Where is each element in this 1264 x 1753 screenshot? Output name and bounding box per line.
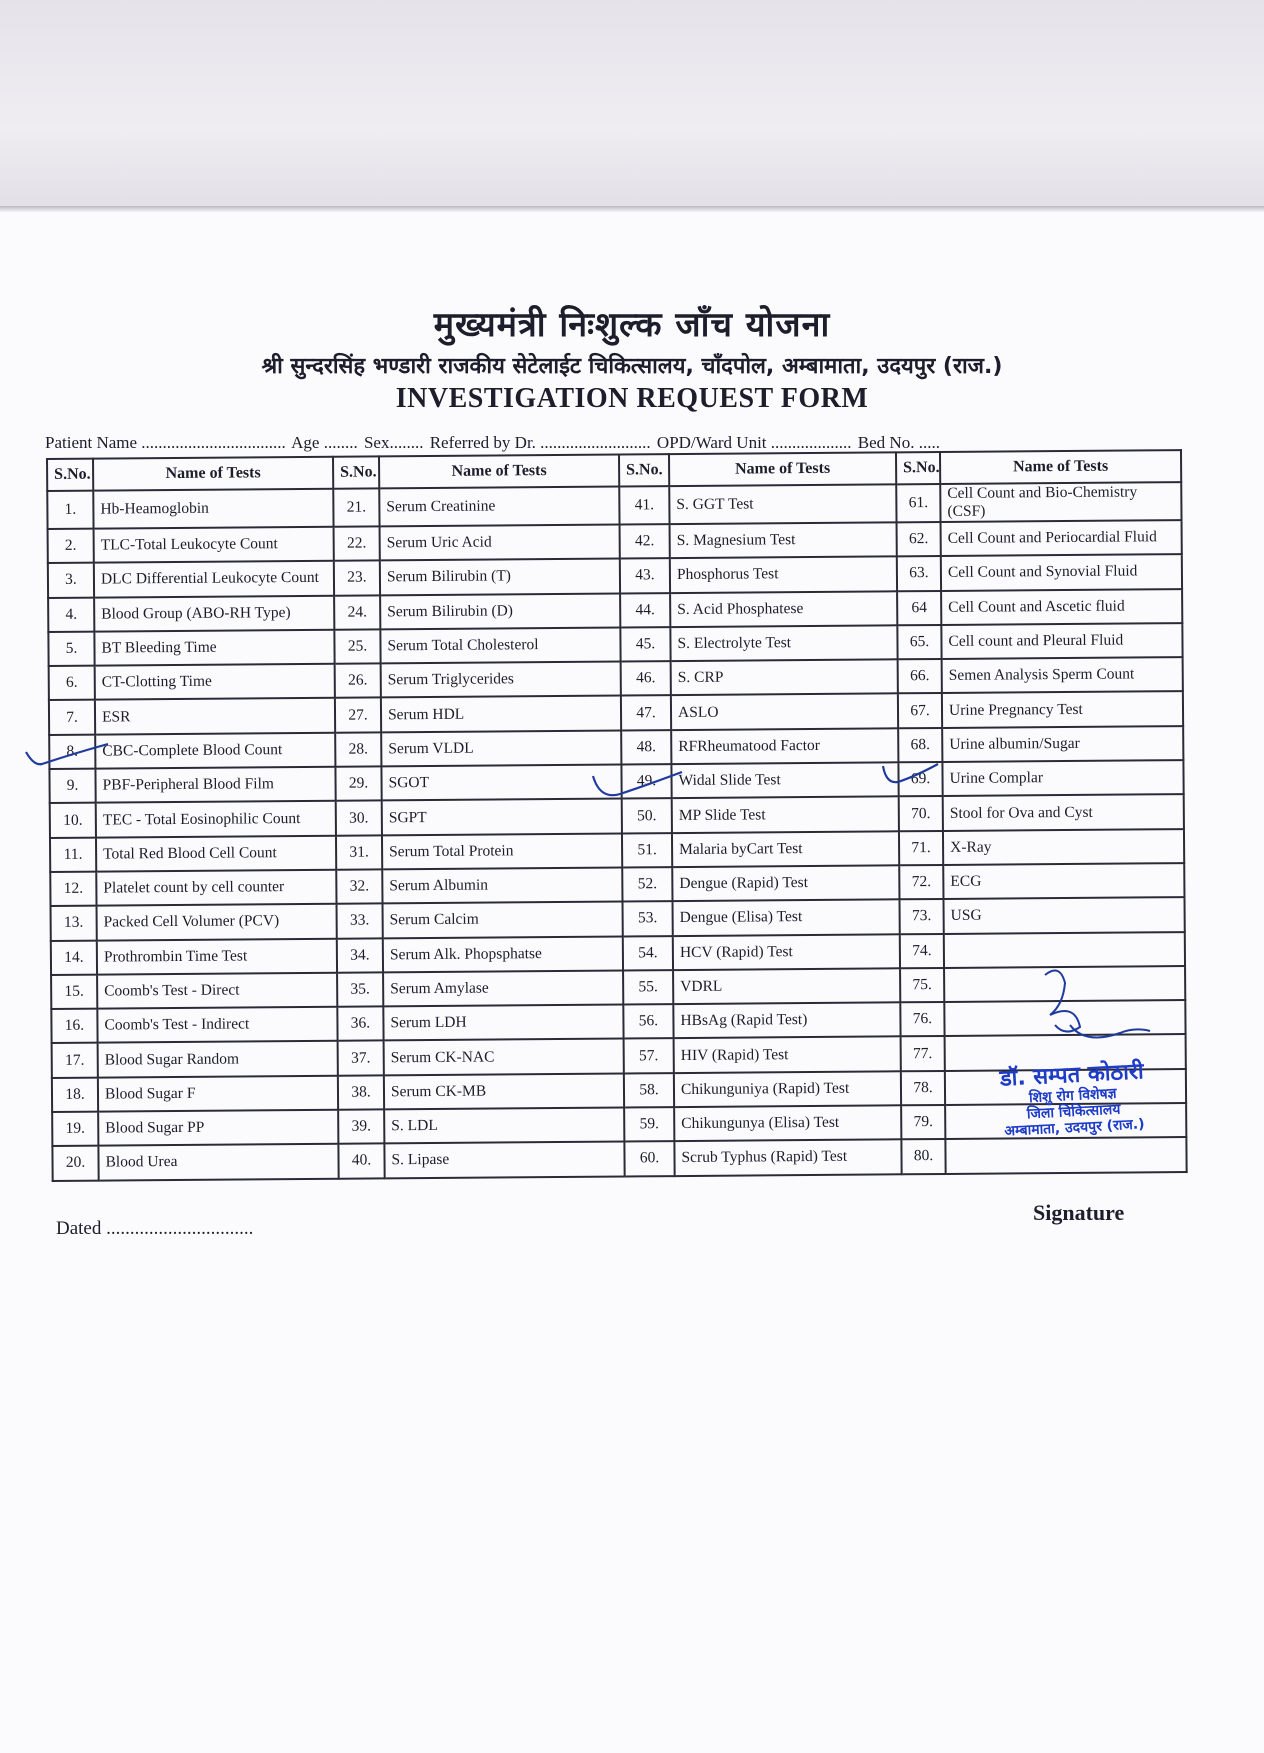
test-name-cell[interactable]: [945, 1137, 1186, 1173]
test-serial-number: 53.: [623, 901, 673, 936]
test-serial-number: 8.: [49, 734, 95, 769]
test-serial-number: 35.: [337, 972, 383, 1007]
test-name-cell[interactable]: Serum Triglycerides: [381, 662, 621, 698]
test-name-cell[interactable]: RFRheumatood Factor: [671, 728, 898, 764]
test-serial-number: 7.: [49, 700, 95, 735]
test-name-cell[interactable]: Cell count and Pleural Fluid: [941, 623, 1182, 659]
test-serial-number: 52.: [622, 867, 672, 902]
test-serial-number: 6.: [49, 666, 95, 701]
test-serial-number: 57.: [624, 1039, 674, 1074]
test-serial-number: 78.: [901, 1071, 945, 1106]
test-name-cell[interactable]: Dengue (Rapid) Test: [672, 865, 899, 901]
test-name-cell[interactable]: DLC Differential Leukocyte Count: [94, 561, 334, 597]
referred-by-field[interactable]: Referred by Dr. ..........................: [429, 433, 651, 452]
test-serial-number: 80.: [901, 1139, 945, 1174]
test-serial-number: 3.: [48, 563, 94, 598]
test-serial-number: 33.: [337, 904, 383, 939]
test-serial-number: 56.: [623, 1004, 673, 1039]
signature-label: Signature: [1033, 1200, 1125, 1225]
tick-mark-cbc: [22, 742, 112, 772]
test-serial-number: 73.: [899, 899, 943, 934]
test-serial-number: 5.: [48, 632, 94, 667]
test-serial-number: 38.: [338, 1075, 384, 1110]
test-name-cell[interactable]: Chikungunya (Elisa) Test: [674, 1105, 901, 1141]
test-name-cell[interactable]: S. LDL: [384, 1108, 624, 1144]
test-serial-number: 77.: [901, 1036, 945, 1071]
test-name-header: Name of Tests: [940, 450, 1181, 484]
test-serial-number: 76.: [900, 1002, 944, 1037]
test-serial-number: 44.: [620, 593, 670, 628]
test-serial-number: 55.: [623, 970, 673, 1005]
test-serial-number: 28.: [335, 732, 381, 767]
test-name-cell[interactable]: Blood Sugar Random: [98, 1041, 338, 1077]
test-serial-number: 75.: [900, 968, 944, 1003]
test-serial-number: 25.: [334, 629, 380, 664]
test-name-cell[interactable]: Phosphorus Test: [670, 557, 897, 593]
test-serial-number: 17.: [52, 1043, 98, 1078]
test-name-cell[interactable]: Blood Urea: [98, 1144, 338, 1180]
test-name-cell[interactable]: Serum Creatinine: [379, 486, 619, 526]
tick-mark-urine-complar: [880, 762, 940, 790]
test-serial-number: 67.: [898, 693, 942, 728]
test-serial-number: 9.: [49, 769, 95, 804]
test-name-cell[interactable]: Prothrombin Time Test: [97, 938, 337, 974]
test-serial-number: 45.: [620, 627, 670, 662]
test-name-cell[interactable]: Cell Count and Periocardial Fluid: [941, 520, 1182, 556]
test-name-cell[interactable]: Serum Amylase: [383, 970, 623, 1006]
test-name-header: Name of Tests: [669, 452, 896, 486]
test-serial-number: 37.: [338, 1041, 384, 1076]
test-serial-number: 40.: [338, 1144, 384, 1179]
test-serial-number: 14.: [51, 940, 97, 975]
test-name-cell[interactable]: Packed Cell Volumer (PCV): [97, 904, 337, 940]
test-name-cell[interactable]: Serum Bilirubin (T): [380, 559, 620, 595]
test-name-cell[interactable]: HCV (Rapid) Test: [673, 934, 900, 970]
test-name-cell[interactable]: Serum CK-NAC: [384, 1039, 624, 1075]
test-serial-number: 27.: [335, 698, 381, 733]
test-name-cell[interactable]: Hb-Heamoglobin: [93, 489, 333, 529]
test-name-cell[interactable]: Urine Complar: [942, 760, 1183, 796]
test-name-cell[interactable]: Urine albumin/Sugar: [942, 726, 1183, 762]
test-name-cell[interactable]: Total Red Blood Cell Count: [96, 835, 336, 871]
test-name-cell[interactable]: S. Lipase: [384, 1142, 624, 1178]
test-name-cell[interactable]: CBC-Complete Blood Count: [95, 733, 335, 769]
test-serial-number: 30.: [336, 801, 382, 836]
test-name-cell[interactable]: Widal Slide Test: [671, 762, 898, 798]
test-name-cell[interactable]: Serum Total Cholesterol: [380, 627, 620, 663]
test-serial-number: 19.: [52, 1112, 98, 1147]
test-name-cell[interactable]: S. Electrolyte Test: [670, 625, 897, 661]
test-serial-number: 36.: [337, 1007, 383, 1042]
test-name-cell[interactable]: [944, 932, 1185, 968]
test-serial-number: 4.: [48, 597, 94, 632]
test-name-cell[interactable]: Dengue (Elisa) Test: [673, 900, 900, 936]
test-serial-number: 70.: [899, 796, 943, 831]
test-serial-number: 20.: [52, 1146, 98, 1181]
test-name-cell[interactable]: S. Acid Phosphatese: [670, 591, 897, 627]
test-serial-number: 54.: [623, 936, 673, 971]
test-serial-number: 11.: [50, 837, 96, 872]
test-serial-number: 29.: [335, 766, 381, 801]
ward-unit-field[interactable]: OPD/Ward Unit ...................: [656, 433, 852, 452]
test-name-cell[interactable]: MP Slide Test: [672, 797, 899, 833]
test-name-cell[interactable]: Blood Sugar PP: [98, 1110, 338, 1146]
stamp-designation: शिशु रोग विशेषज्ञ: [1028, 1086, 1118, 1107]
test-serial-number: 68.: [898, 728, 942, 763]
bed-no-field[interactable]: Bed No. .....: [857, 433, 940, 452]
test-serial-number: 24.: [334, 595, 380, 630]
test-serial-number: 10.: [50, 803, 96, 838]
test-serial-number: 31.: [336, 835, 382, 870]
test-name-cell[interactable]: HBsAg (Rapid Test): [673, 1002, 900, 1038]
test-serial-number: 60.: [624, 1141, 674, 1176]
sno-header: S.No.: [47, 459, 93, 491]
test-name-cell[interactable]: Serum Bilirubin (D): [380, 593, 620, 629]
test-serial-number: 63.: [897, 556, 941, 591]
test-serial-number: 62.: [897, 522, 941, 557]
stamp-hospital: जिला चिकित्सालय: [1026, 1101, 1121, 1123]
test-serial-number: 66.: [898, 659, 942, 694]
test-name-cell[interactable]: Scrub Typhus (Rapid) Test: [674, 1140, 901, 1176]
test-name-cell[interactable]: Serum Uric Acid: [380, 524, 620, 560]
test-serial-number: 69.: [898, 762, 942, 797]
test-name-cell[interactable]: S. GGT Test: [669, 484, 896, 524]
test-serial-number: 41.: [619, 486, 669, 524]
test-serial-number: 1.: [47, 491, 93, 529]
test-name-cell[interactable]: Urine Pregnancy Test: [942, 692, 1183, 728]
test-name-cell[interactable]: S. CRP: [671, 660, 898, 696]
test-name-cell[interactable]: Blood Sugar F: [98, 1075, 338, 1111]
form-title: INVESTIGATION REQUEST FORM: [395, 383, 869, 414]
hospital-name: श्री सुन्दरसिंह भण्डारी राजकीय सेटेलाईट चिकित्सालय, चाँदपोल, अम्बामाता, उदयपुर (राज.): [261, 354, 1003, 379]
test-name-header: Name of Tests: [93, 457, 333, 491]
test-name-cell[interactable]: S. Magnesium Test: [670, 522, 897, 558]
sno-header: S.No.: [896, 452, 940, 484]
test-name-cell[interactable]: Serum LDH: [383, 1005, 623, 1041]
test-name-cell[interactable]: Cell Count and Synovial Fluid: [941, 554, 1182, 590]
test-serial-number: 39.: [338, 1109, 384, 1144]
test-serial-number: 48.: [621, 730, 671, 765]
test-serial-number: 23.: [334, 561, 380, 596]
test-name-cell[interactable]: Malaria byCart Test: [672, 831, 899, 867]
test-serial-number: 26.: [335, 664, 381, 699]
test-name-cell[interactable]: Serum Total Protein: [382, 833, 622, 869]
patient-name-field[interactable]: Patient Name ..................................: [45, 433, 286, 452]
handwritten-signature: [1025, 965, 1155, 1060]
test-serial-number: 50.: [622, 798, 672, 833]
test-name-cell[interactable]: TEC - Total Eosinophilic Count: [96, 801, 336, 837]
test-name-cell[interactable]: SGPT: [382, 799, 622, 835]
test-name-cell[interactable]: Serum Albumin: [382, 867, 622, 903]
sex-field[interactable]: Sex........: [363, 433, 424, 452]
stamp-location: अम्बामाता, उदयपुर (राज.): [1004, 1116, 1145, 1141]
test-serial-number: 58.: [624, 1073, 674, 1108]
test-name-cell[interactable]: Serum Calcim: [383, 902, 623, 938]
test-serial-number: 61.: [896, 484, 940, 522]
doctor-stamp: [976, 1058, 1170, 1141]
test-serial-number: 2.: [48, 529, 94, 564]
test-name-cell[interactable]: CT-Clotting Time: [95, 664, 335, 700]
test-name-cell[interactable]: Cell Count and Ascetic fluid: [941, 589, 1182, 625]
test-name-cell[interactable]: Cell Count and Bio-Chemistry (CSF): [940, 482, 1181, 522]
test-name-cell[interactable]: Semen Analysis Sperm Count: [942, 657, 1183, 693]
test-serial-number: 72.: [899, 865, 943, 900]
test-name-cell[interactable]: Platelet count by cell counter: [96, 870, 336, 906]
test-serial-number: 22.: [334, 526, 380, 561]
test-serial-number: 32.: [336, 869, 382, 904]
test-name-cell[interactable]: X-Ray: [943, 829, 1184, 865]
test-serial-number: 18.: [52, 1077, 98, 1112]
test-serial-number: 15.: [51, 974, 97, 1009]
scheme-title: मुख्यमंत्री निःशुल्क जाँच योजना: [433, 305, 831, 345]
test-name-cell[interactable]: Blood Group (ABO-RH Type): [94, 595, 334, 631]
test-name-cell[interactable]: Chikunguniya (Rapid) Test: [674, 1071, 901, 1107]
stamp-doctor-name: डॉ. सम्पत कोठारी: [999, 1059, 1145, 1092]
test-name-cell[interactable]: BT Bleeding Time: [94, 630, 334, 666]
test-serial-number: 74.: [900, 934, 944, 969]
tick-mark-widal: [590, 770, 685, 802]
test-name-cell[interactable]: Serum VLDL: [381, 730, 621, 766]
test-serial-number: 46.: [621, 661, 671, 696]
test-name-cell[interactable]: USG: [943, 897, 1184, 933]
age-field[interactable]: Age ........: [291, 433, 358, 452]
test-serial-number: 21.: [333, 488, 379, 526]
test-name-cell[interactable]: VDRL: [673, 968, 900, 1004]
test-name-cell[interactable]: PBF-Peripheral Blood Film: [95, 767, 335, 803]
folded-top-flap: [0, 0, 1264, 212]
test-name-cell[interactable]: Coomb's Test - Indirect: [97, 1007, 337, 1043]
test-name-cell[interactable]: SGOT: [381, 765, 621, 801]
test-name-cell[interactable]: HIV (Rapid) Test: [674, 1037, 901, 1073]
test-serial-number: 79.: [901, 1105, 945, 1140]
test-name-cell[interactable]: Serum Alk. Phopsphatse: [383, 936, 623, 972]
test-serial-number: 12.: [50, 872, 96, 907]
sno-header: S.No.: [333, 456, 379, 488]
test-name-cell[interactable]: ESR: [95, 698, 335, 734]
dated-field[interactable]: Dated ...............................: [56, 1218, 254, 1239]
test-name-cell[interactable]: ASLO: [671, 694, 898, 730]
test-serial-number: 51.: [622, 833, 672, 868]
test-serial-number: 64: [897, 591, 941, 626]
test-serial-number: 49.: [621, 764, 671, 799]
test-serial-number: 42.: [620, 524, 670, 559]
test-serial-number: 59.: [624, 1107, 674, 1142]
test-serial-number: 47.: [621, 696, 671, 731]
sno-header: S.No.: [619, 454, 669, 486]
test-serial-number: 65.: [897, 625, 941, 660]
test-serial-number: 16.: [51, 1009, 97, 1044]
test-serial-number: 43.: [620, 558, 670, 593]
test-name-cell[interactable]: ECG: [943, 863, 1184, 899]
test-serial-number: 71.: [899, 831, 943, 866]
test-name-cell[interactable]: Serum HDL: [381, 696, 621, 732]
test-name-header: Name of Tests: [379, 454, 619, 488]
test-serial-number: 34.: [337, 938, 383, 973]
test-serial-number: 13.: [51, 906, 97, 941]
test-name-cell[interactable]: TLC-Total Leukocyte Count: [94, 527, 334, 563]
test-name-cell[interactable]: Stool for Ova and Cyst: [943, 794, 1184, 830]
test-name-cell[interactable]: Serum CK-MB: [384, 1073, 624, 1109]
test-name-cell[interactable]: Coomb's Test - Direct: [97, 973, 337, 1009]
